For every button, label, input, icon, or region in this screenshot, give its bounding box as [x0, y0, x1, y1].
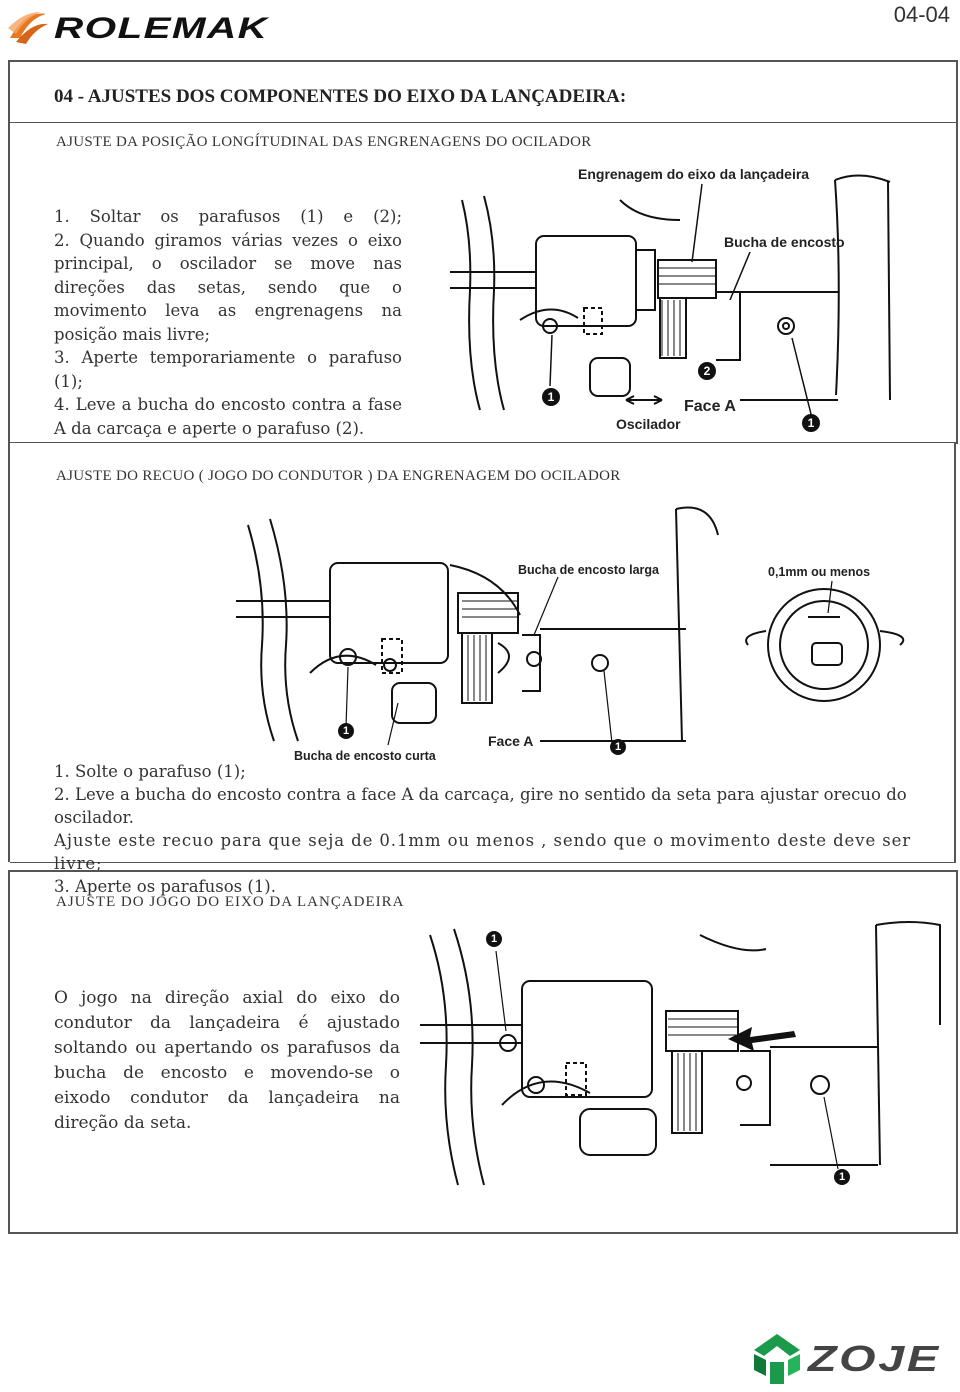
rolemak-logo-icon [6, 8, 50, 46]
marker-2: 2 [698, 362, 716, 380]
section-2-step-2: 2. Leve a bucha do encosto contra a face A da carcaça, gire no sentido da seta para ajustar orecuo do oscilador. [54, 785, 907, 827]
zoje-logo-icon [752, 1332, 802, 1386]
section-1-steps [54, 205, 402, 440]
marker-1-fig2-right: 1 [610, 739, 626, 755]
marker-1-right: 1 [802, 414, 820, 432]
rolemak-logo [6, 8, 296, 48]
main-title: 04 - AJUSTES DOS COMPONENTES DO EIXO DA LANÇADEIRA: [54, 86, 627, 107]
marker-1-fig3-bottom: 1 [834, 1169, 850, 1185]
clearance-label: 0,1mm ou menos [768, 565, 871, 579]
section-1-step-4: 4. Leve a bucha do encosto contra a fase A da carcaça e aperte o parafuso (2). [54, 395, 402, 438]
figure-1 [440, 160, 910, 440]
short-bushing-label: Bucha de encosto curta [294, 749, 436, 763]
figure-1-drawing [440, 160, 910, 440]
section-2-right-border [954, 442, 956, 862]
bushing-label: Bucha de encosto [724, 234, 845, 250]
oscillator-label: Oscilador [616, 416, 681, 432]
face-a-label-2: Face A [488, 733, 534, 749]
section-2-rule [10, 442, 956, 443]
page-code: 04-04 [893, 2, 950, 27]
section-1-step-3: 3. Aperte temporariamente o parafuso (1); [54, 348, 402, 391]
zoje-logo [752, 1332, 956, 1388]
section-3-text: O jogo na direção axial do eixo do condutor da lançadeira é ajustado soltando ou apertando os parafusos da bucha de encosto e movendo-se o eixodo condutor da lançadeira na direção da seta. [54, 988, 400, 1133]
main-title-rule [10, 122, 956, 123]
wide-bushing-label: Bucha de encosto larga [518, 563, 660, 577]
section-2-step-1: 1. Solte o parafuso (1); [54, 762, 246, 781]
section-1-step-1: 1. Soltar os parafusos (1) e (2); [54, 207, 402, 226]
zoje-wordmark: ZOJE [808, 1338, 941, 1379]
face-a-label: Face A [684, 398, 736, 415]
figure-3-drawing [410, 915, 950, 1205]
figure-2 [200, 505, 920, 765]
rolemak-wordmark: ROLEMAK [54, 12, 269, 45]
gear-label: Engrenagem do eixo da lançadeira [578, 166, 810, 182]
section-2-step-2b: Ajuste este recuo para que seja de 0.1mm ou menos , sendo que o movimento deste deve ser livre; [54, 831, 912, 873]
marker-1-fig3-top: 1 [486, 931, 502, 947]
section-3-title: AJUSTE DO JOGO DO EIXO DA LANÇADEIRA [56, 894, 405, 910]
figure-3 [410, 915, 950, 1205]
section-2-step-3: 3. Aperte os parafusos (1). [54, 877, 276, 896]
marker-1-left: 1 [542, 388, 560, 406]
section-1-step-2: 2. Quando giramos várias vezes o eixo principal, o oscilador se move nas direções das setas, sendo que o movimento leva as engrenagens na posição mais livre; [54, 230, 402, 344]
marker-1-fig2-left: 1 [338, 723, 354, 739]
figure-2-drawing [200, 505, 920, 765]
section-2-left-border [8, 442, 10, 862]
header [0, 0, 960, 50]
section-1-title: AJUSTE DA POSIÇÃO LONGÍTUDINAL DAS ENGRENAGENS DO OCILADOR [56, 134, 592, 150]
section-2-title: AJUSTE DO RECUO ( JOGO DO CONDUTOR ) DA ENGRENAGEM DO OCILADOR [56, 468, 621, 484]
